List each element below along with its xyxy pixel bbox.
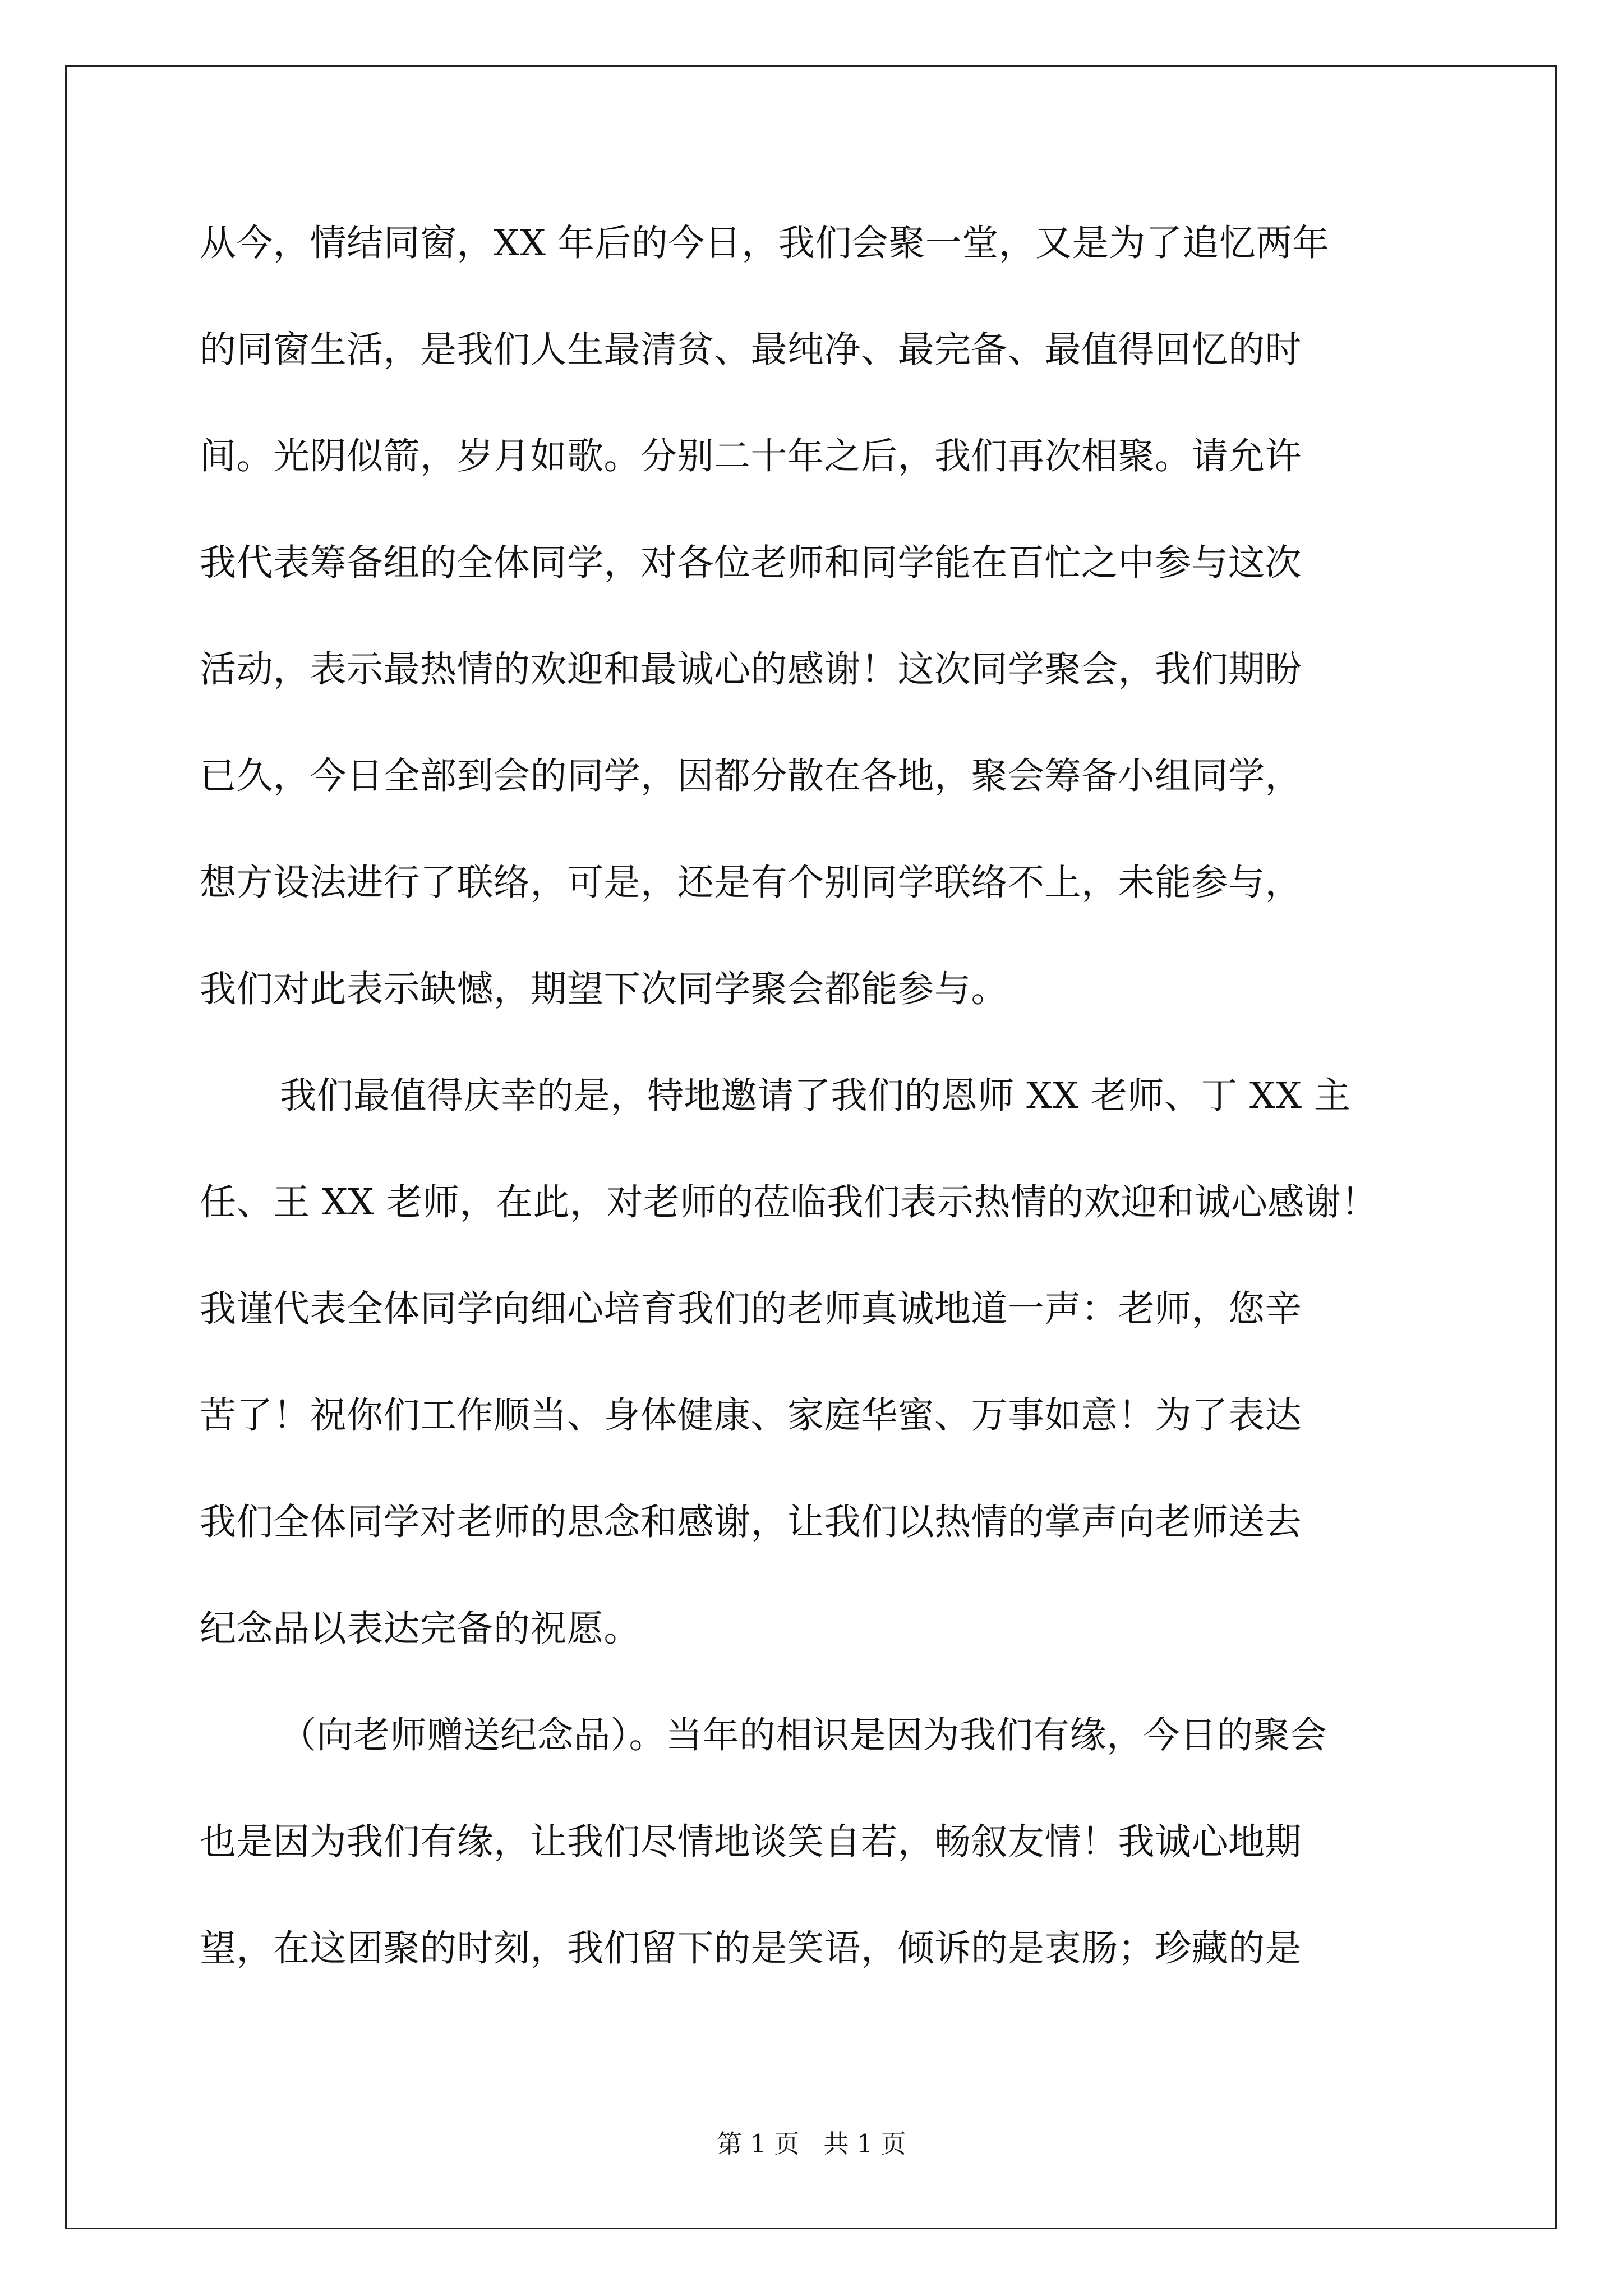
text-line: 想方设法进行了联络，可是，还是有个别同学联络不上，未能参与， bbox=[200, 862, 1302, 904]
text-line: 我谨代表全体同学向细心培育我们的老师真诚地道一声：老师，您辛 bbox=[200, 1288, 1302, 1330]
document-body bbox=[200, 217, 1428, 2028]
text-line: 的同窗生活，是我们人生最清贫、最纯净、最完备、最值得回忆的时 bbox=[200, 329, 1302, 371]
text-line: 我代表筹备组的全体同学，对各位老师和同学能在百忙之中参与这次 bbox=[200, 542, 1302, 584]
page-number-footer: 第 1 页 共 1 页 bbox=[717, 2129, 906, 2159]
text-line: 从今，情结同窗，XX 年后的今日，我们会聚一堂，又是为了追忆两年 bbox=[200, 222, 1330, 264]
text-line: 也是因为我们有缘，让我们尽情地谈笑自若，畅叙友情！我诚心地期 bbox=[200, 1821, 1302, 1863]
text-line: 苦了！祝你们工作顺当、身体健康、家庭华蜜、万事如意！为了表达 bbox=[200, 1395, 1302, 1437]
text-line: 纪念品以表达完备的祝愿。 bbox=[200, 1608, 641, 1650]
text-line: 我们对此表示缺憾，期望下次同学聚会都能参与。 bbox=[200, 968, 1008, 1010]
text-line: 间。光阴似箭，岁月如歌。分别二十年之后，我们再次相聚。请允许 bbox=[200, 435, 1302, 477]
text-line: 望，在这团聚的时刻，我们留下的是笑语，倾诉的是衷肠；珍藏的是 bbox=[200, 1927, 1302, 1970]
text-line: 活动，表示最热情的欢迎和最诚心的感谢！这次同学聚会，我们期盼 bbox=[200, 648, 1302, 691]
text-line: 任、王 XX 老师，在此，对老师的莅临我们表示热情的欢迎和诚心感谢！ bbox=[200, 1181, 1378, 1223]
text-line: 我们全体同学对老师的思念和感谢，让我们以热情的掌声向老师送去 bbox=[200, 1501, 1302, 1543]
paragraph-start-line: （向老师赠送纪念品）。当年的相识是因为我们有缘，今日的聚会 bbox=[280, 1714, 1327, 1756]
text-line: 已久，今日全部到会的同学，因都分散在各地，聚会筹备小组同学， bbox=[200, 755, 1302, 797]
paragraph-start-line: 我们最值得庆幸的是，特地邀请了我们的恩师 XX 老师、丁 XX 主 bbox=[280, 1075, 1351, 1117]
